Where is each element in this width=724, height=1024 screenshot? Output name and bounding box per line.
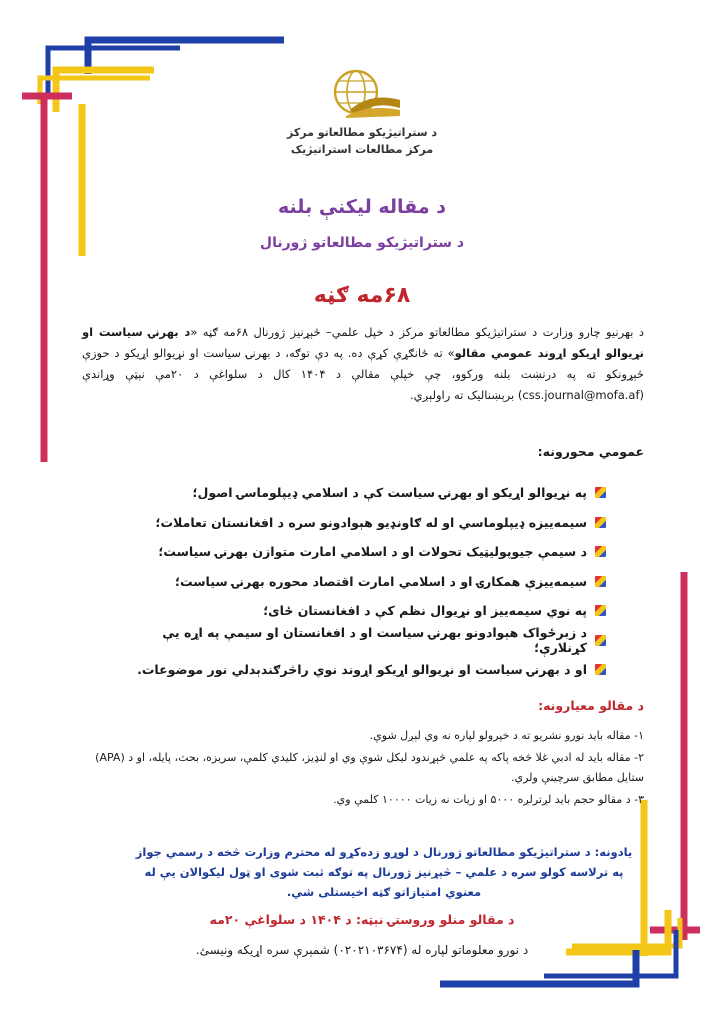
bullet-icon bbox=[595, 546, 606, 557]
topic-text: او د بهرنۍ سياست او نړيوالو اړيکو اړوند نوي راڅرګندېدلي نور موضوعات. bbox=[137, 662, 587, 678]
topic-text: په نړيوالو اړيکو او بهرنۍ سياست کې د اسلامي ډيپلوماسۍ اصول؛ bbox=[192, 485, 587, 501]
criteria-item: ۳- د مقالو حجم بايد لږترلږه ۵۰۰۰ او زيات نه زيات ۱۰۰۰۰ کلمې وي. bbox=[333, 793, 644, 806]
bullet-icon bbox=[595, 487, 606, 498]
intro-text-1: د بهرنيو چارو وزارت د ستراتيژيکو مطالعاتو مرکز د خپل علمي– څېړنيز ژورنال ۶۸مه ګڼه « bbox=[190, 325, 644, 339]
topic-item bbox=[126, 596, 606, 626]
bullet-icon bbox=[595, 605, 606, 616]
journal-subtitle: د ستراتيژيکو مطالعاتو ژورنال bbox=[259, 235, 465, 251]
topic-item bbox=[126, 655, 606, 685]
page-title: د مقاله ليکنې بلنه bbox=[278, 196, 446, 218]
org-name-pashto: د ستراتيژيکو مطالعاتو مرکز bbox=[287, 126, 437, 139]
bullet-icon bbox=[595, 635, 606, 646]
topic-text: د زبرځواک هېوادونو بهرنۍ سياست او د افغانستان او سيمې په اړه يې کړنلارې؛ bbox=[162, 625, 587, 656]
topic-text: په نوي سيمه‌ييز او نړيوال نظم کې د افغانستان ځای؛ bbox=[263, 603, 587, 619]
contact-info: د نورو معلوماتو لپاره له (۰۲۰۲۱۰۳۶۷۴) شمېرې سره اړيکه ونيسئ. bbox=[195, 943, 529, 957]
criteria-list bbox=[78, 726, 644, 812]
criteria-item: ۲- مقاله بايد له ادبي غلا څخه پاکه په علمي څېړندود ليکل شوې وي او لنډيز، کليدي کلمې، سريزه، بحث، پايله، او د (APA) ستايل مطابق سرچينې ولري. bbox=[95, 751, 644, 784]
bullet-icon bbox=[595, 517, 606, 528]
topic-text: سيمه‌ييزه ډيپلوماسي او له ګاونډيو هېوادونو سره د افغانستان تعاملات؛ bbox=[155, 514, 587, 530]
intro-bold-topic: د بهرنۍ سياست او نړيوالو اړيکو اړوند عمومي مقالو bbox=[82, 325, 644, 360]
criteria-item: ۱- مقاله بايد نورو نشريو ته د خپرولو لپاره نه وي لېږل شوې. bbox=[369, 729, 644, 742]
topic-item bbox=[126, 537, 606, 567]
submission-deadline: د مقالو منلو وروستۍ نېټه: د ۱۴۰۴ د سلواغې ۲۰مه bbox=[209, 912, 515, 927]
topic-item bbox=[126, 626, 606, 656]
note-paragraph: يادونه: د ستراتيژيکو مطالعاتو ژورنال د لوړو زده‌کړو له محترم وزارت څخه د رسمي جواز په ترلاسه کولو سره د علمي – څېړنيز ژورنال په توګه ثبت شوی او ټول ليکوالان يې له معنوي امتيازاتو ګټه اخيستلی شي. bbox=[135, 845, 633, 899]
bullet-icon bbox=[595, 664, 606, 675]
intro-text-2: » ته ځانګړې کړې ده. په دې توګه، د بهرنۍ سياست او نړيوالو اړيکو د حوزې څېړونکو ته په درنښت بلنه ورکوو، چې خپلې مقالې د ۱۴۰۴ کال د سلواغې د ۲۰مې نېټې وړاندې (css.journal@mofa.af) برېښناليک ته راولېږي. bbox=[82, 346, 644, 402]
topics-list bbox=[126, 478, 606, 685]
issue-number: ۶۸مه ګڼه bbox=[313, 283, 411, 308]
topic-item bbox=[126, 567, 606, 597]
topic-text: د سيمې جيوپوليټيک تحولات او د اسلامي امارت متوازن بهرنۍ سياست؛ bbox=[158, 544, 587, 560]
topic-item bbox=[126, 478, 606, 508]
topics-heading: عمومي محورونه: bbox=[537, 444, 644, 459]
topic-text: سيمه‌ييزې همکارۍ او د اسلامي امارت اقتصاد محوره بهرنۍ سياست؛ bbox=[175, 573, 587, 589]
criteria-heading: د مقالو معيارونه: bbox=[538, 698, 644, 713]
bullet-icon bbox=[595, 576, 606, 587]
org-name-dari: مرکز مطالعات استراتيژيک bbox=[290, 143, 434, 156]
intro-paragraph bbox=[82, 322, 644, 406]
topic-item bbox=[126, 508, 606, 538]
